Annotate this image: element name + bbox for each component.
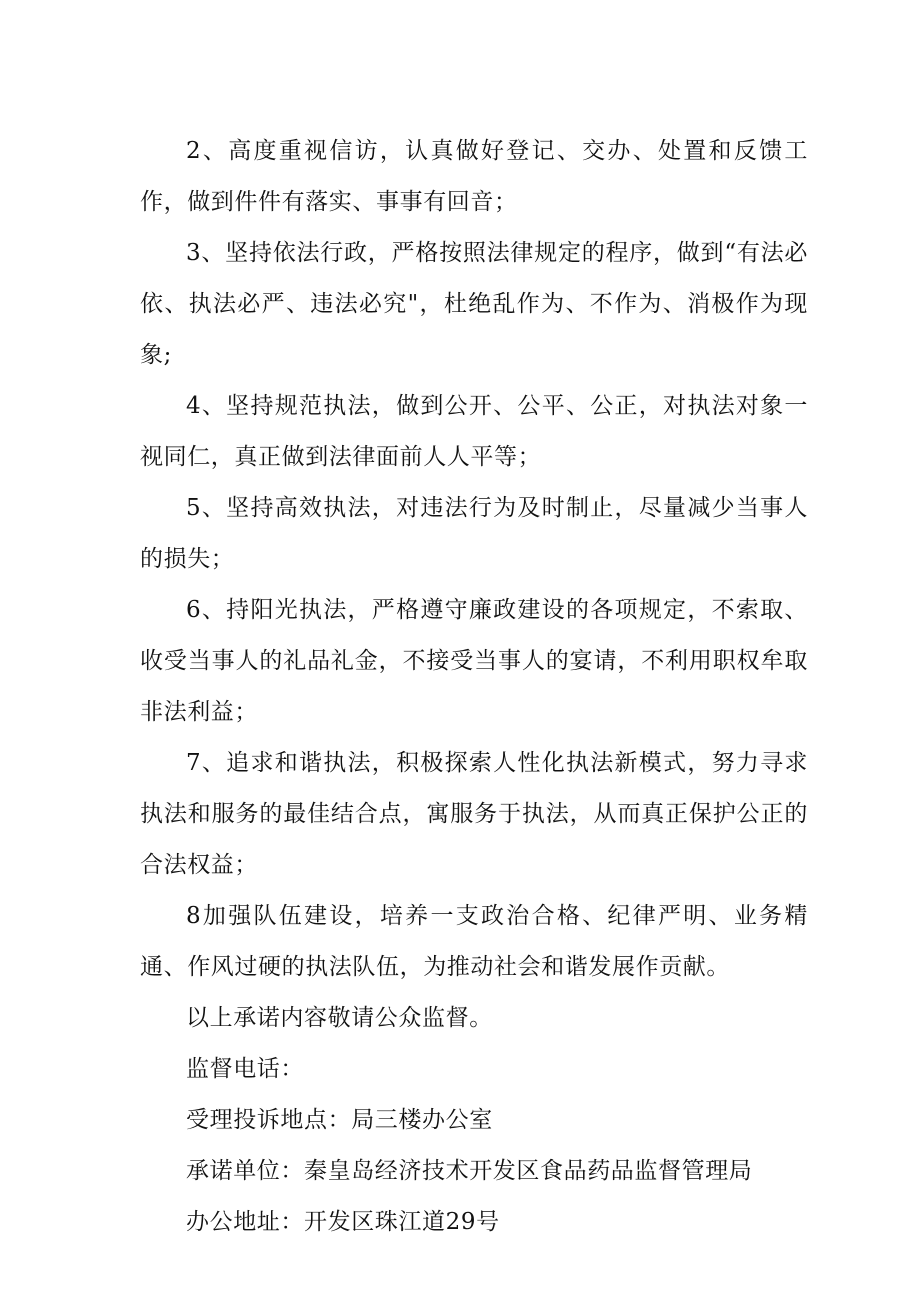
commitment-item-7: 7、追求和谐执法，积极探索人性化执法新模式，努力寻求执法和服务的最佳结合点，寓服务于执法，从而真正保护公正的合法权益； — [140, 750, 808, 878]
commitment-item-8: 8加强队伍建设，培养一支政治合格、纪律严明、业务精通、作风过硬的执法队伍，为推动社会和谐发展作贡献。 — [140, 903, 808, 980]
committing-unit: 承诺单位：秦皇岛经济技术开发区食品药品监督管理局 — [186, 1158, 753, 1184]
supervision-phone: 监督电话： — [186, 1056, 304, 1082]
document-body — [140, 126, 808, 1248]
commitment-item-6: 6、持阳光执法，严格遵守廉政建设的各项规定，不索取、收受当事人的礼品礼金，不接受当事人的宴请，不利用职权牟取非法利益； — [140, 597, 808, 725]
commitment-item-3: 3、坚持依法行政，严格按照法律规定的程序，做到“有法必依、执法必严、违法必究"，杜绝乱作为、不作为、消极作为现象; — [140, 240, 808, 368]
office-address: 办公地址：开发区珠江道29号 — [186, 1209, 500, 1235]
complaint-location: 受理投诉地点：局三楼办公室 — [186, 1107, 493, 1133]
commitment-item-2: 2、高度重视信访，认真做好登记、交办、处置和反馈工作，做到件件有落实、事事有回音； — [140, 138, 808, 215]
commitment-item-4: 4、坚持规范执法，做到公开、公平、公正，对执法对象一视同仁，真正做到法律面前人人平等； — [140, 393, 808, 470]
commitment-item-5: 5、坚持高效执法，对违法行为及时制止，尽量减少当事人的损失； — [140, 495, 808, 572]
public-supervision-note: 以上承诺内容敬请公众监督。 — [186, 1005, 493, 1031]
